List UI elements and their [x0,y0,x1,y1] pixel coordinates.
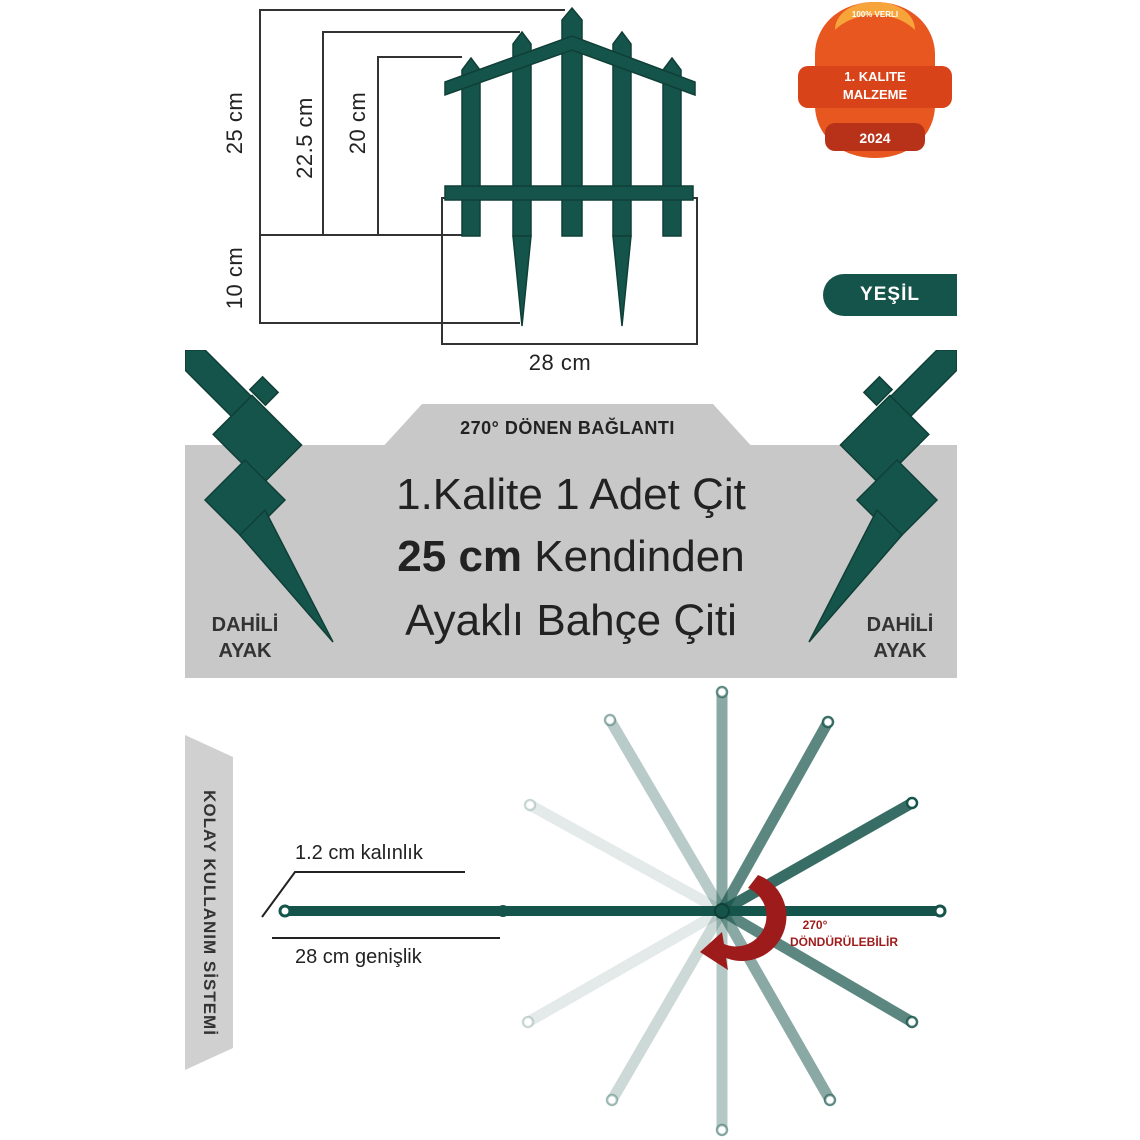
color-label-pill: YEŞİL [823,274,957,316]
title-line-1: 1.Kalite 1 Adet Çit [396,470,746,519]
badge-year: 2024 [859,130,891,146]
rotate-label-text: DÖNDÜRÜLEBİLİR [790,935,898,949]
right-stake-label-2: AYAK [873,640,927,662]
dim-label-20: 20 cm [345,91,370,155]
badge-top-text: 100% VERLI [851,10,899,19]
main-horizontal-bar [280,904,945,918]
thickness-label: 1.2 cm kalınlık [295,842,423,864]
dimension-diagram [0,0,1140,380]
dim-label-28: 28 cm [528,350,592,375]
dim-label-25: 25 cm [222,91,247,155]
title-line-2-bold: 25 cm [397,532,523,581]
left-stake-label [195,612,295,664]
stake-right-illustration [797,350,957,650]
dim-label-22-5: 22.5 cm [292,97,317,179]
right-stake-label [850,612,950,664]
width-label: 28 cm genişlik [295,946,422,968]
right-stake-label-1: DAHİLİ [866,614,934,636]
title-line-2-rest: Kendinden [522,532,745,581]
stake-left-illustration [185,350,345,650]
left-stake-label-2: AYAK [218,640,272,662]
rotation-diagram [0,680,1140,1140]
title-line-3: Ayaklı Bahçe Çiti [405,596,737,645]
fence-illustration [445,8,695,326]
rotate-label-degrees: 270° [802,918,828,932]
dim-label-10: 10 cm [222,246,247,310]
usage-side-tab-text: KOLAY KULLANIM SİSTEMİ [200,790,219,1036]
left-stake-label-1: DAHİLİ [211,614,279,636]
banner-tag-text: 270° DÖNEN BAĞLANTI [460,418,675,438]
badge-middle-text: 1. KALITE MALZEME [842,69,908,102]
